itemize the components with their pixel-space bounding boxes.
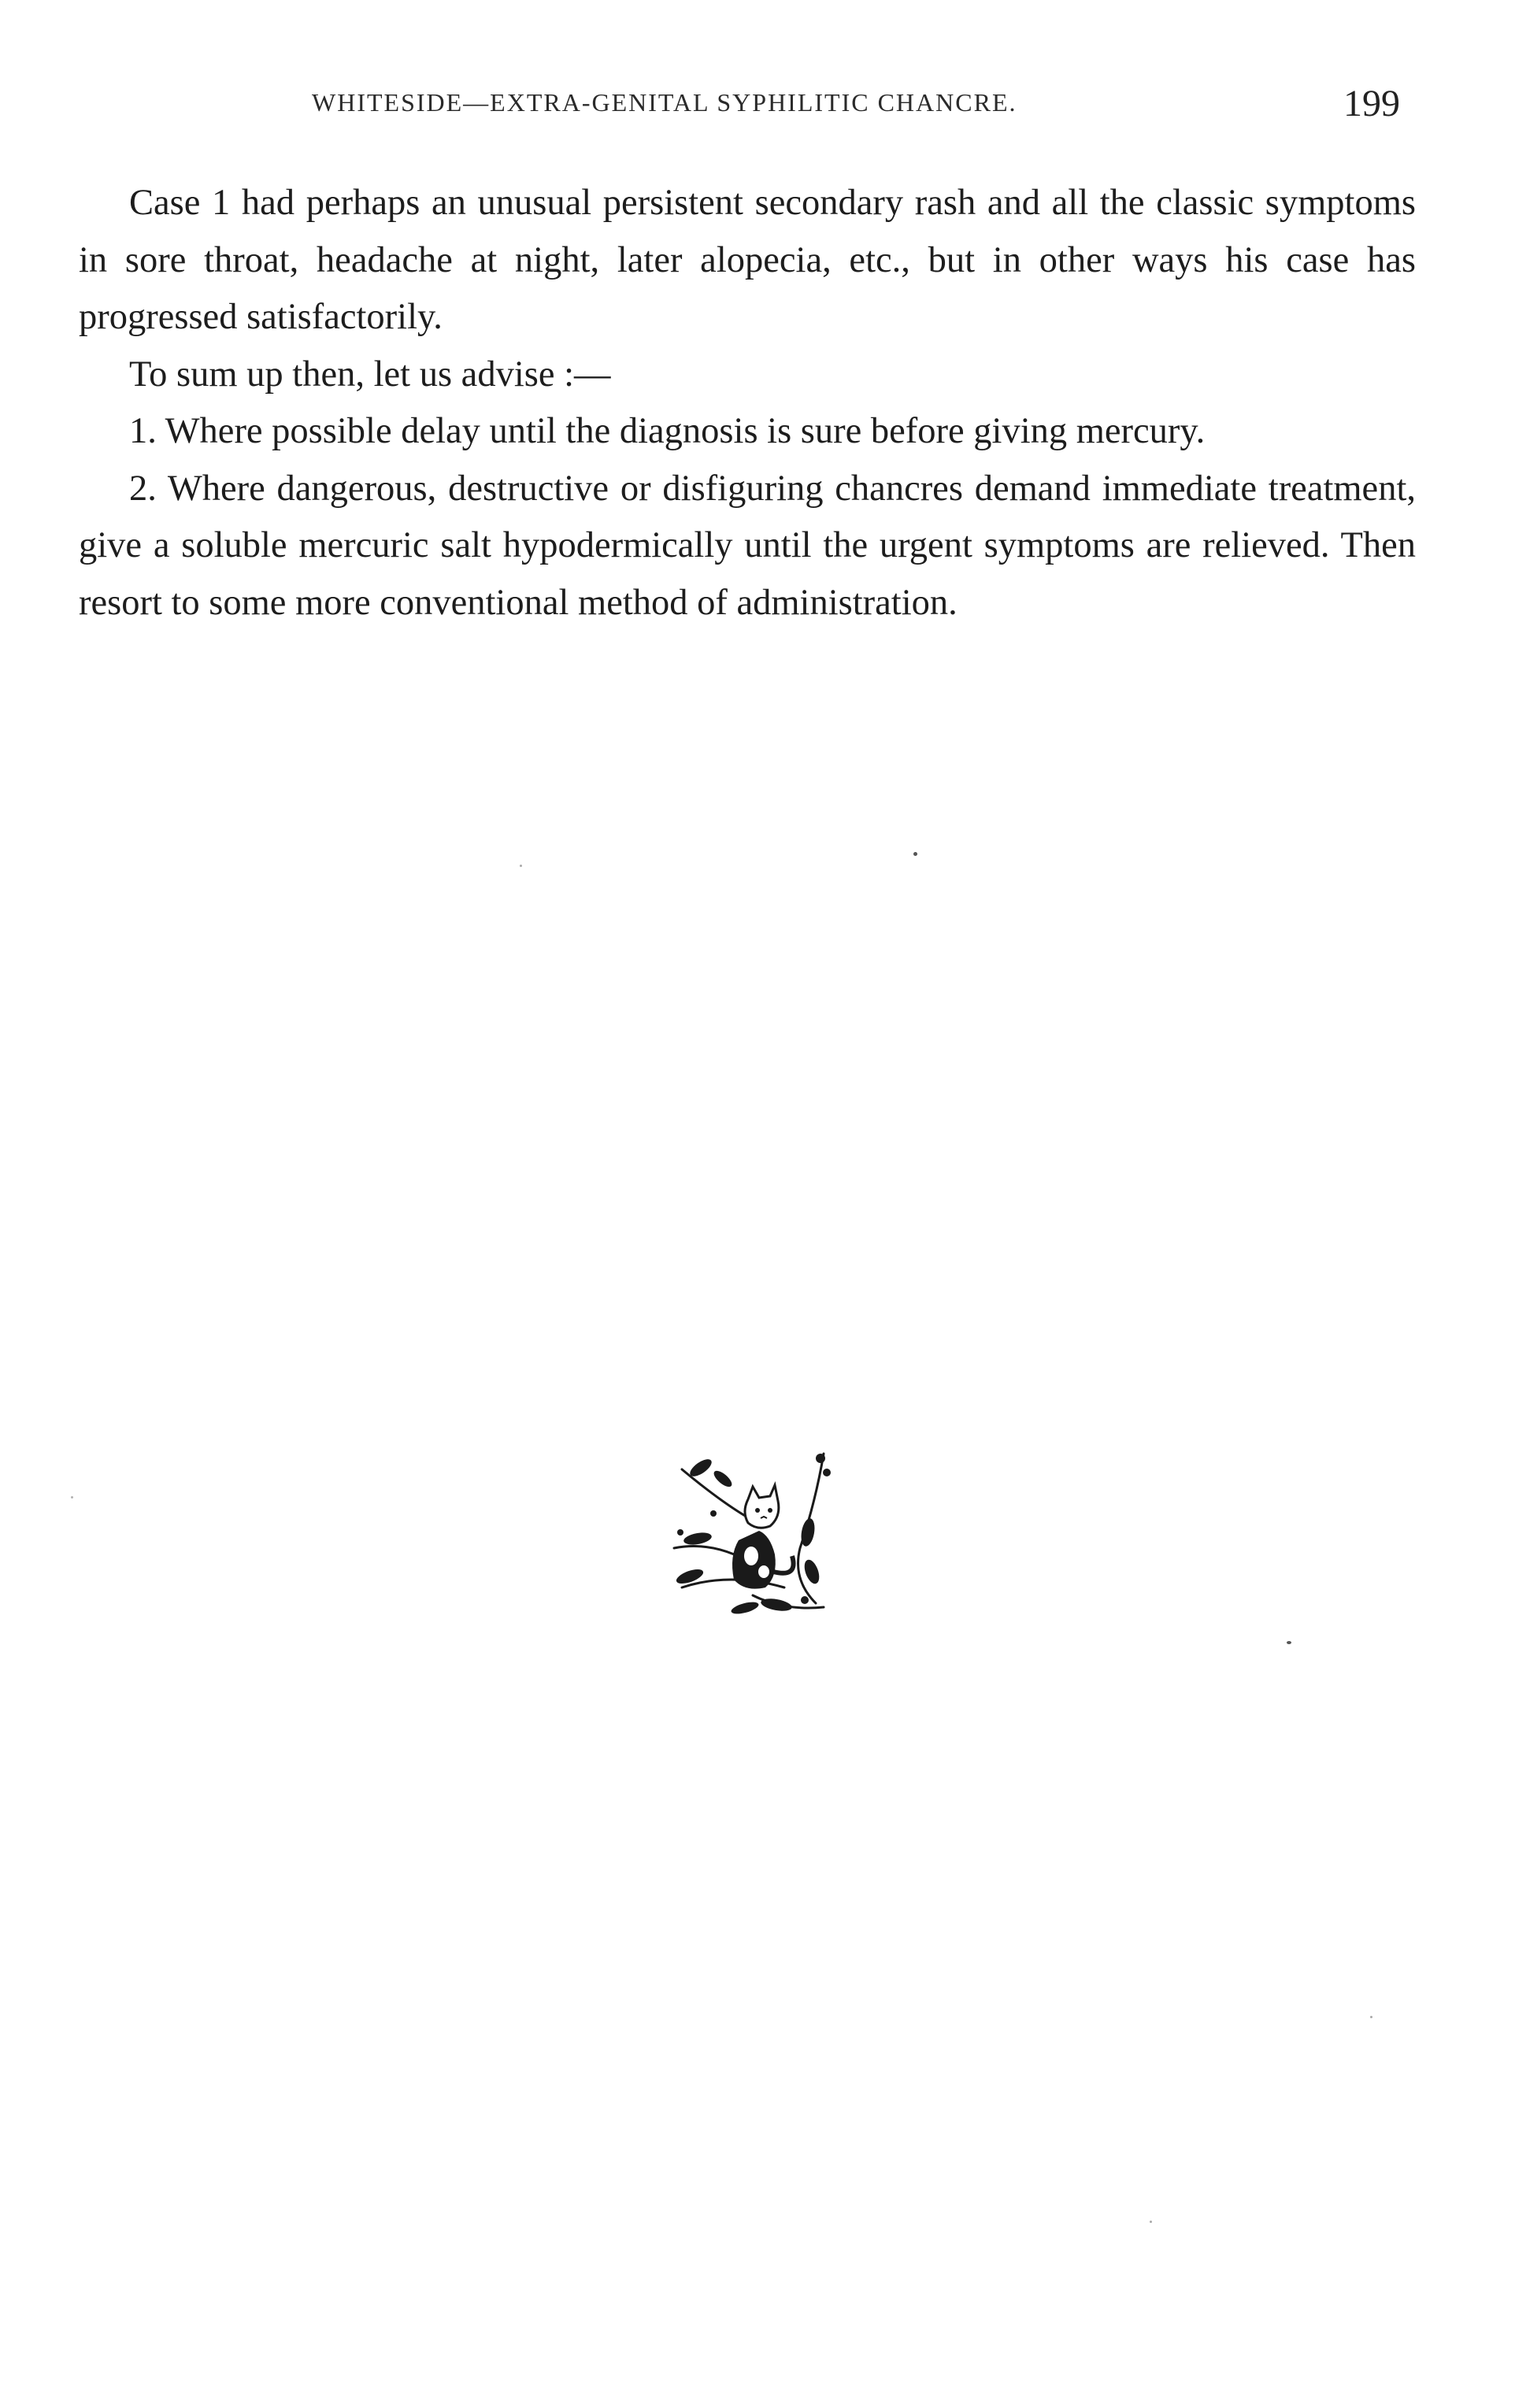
cat-among-foliage-ornament-icon — [666, 1438, 844, 1614]
body-text — [79, 175, 1416, 632]
scan-speck — [1287, 1641, 1291, 1644]
scan-speck — [1370, 2016, 1372, 2018]
paragraph-case-summary: Case 1 had perhaps an unusual persistent secondary rash and all the classic symptoms in sore throat, headache at night, later alopecia, etc., but in other ways his case has progressed satisfactorily. — [79, 183, 1416, 337]
scan-speck — [520, 865, 522, 867]
scan-speck — [913, 852, 917, 856]
page-number: 199 — [1343, 83, 1400, 124]
running-head: WHITESIDE—EXTRA-GENITAL SYPHILITIC CHANCRE. — [312, 88, 1017, 117]
paragraph-sum-up: To sum up then, let us advise :— — [129, 354, 611, 395]
scan-speck — [1150, 2221, 1152, 2223]
paragraph-advice-1: 1. Where possible delay until the diagnosis is sure before giving mercury. — [129, 411, 1206, 451]
paragraph-advice-2: 2. Where dangerous, destructive or disfiguring chancres demand immediate treatment, give a soluble mercuric salt hypodermically until the urgent symptoms are relieved. Then resort to some more conventional method of administration. — [79, 468, 1416, 623]
scan-speck — [71, 1496, 73, 1499]
